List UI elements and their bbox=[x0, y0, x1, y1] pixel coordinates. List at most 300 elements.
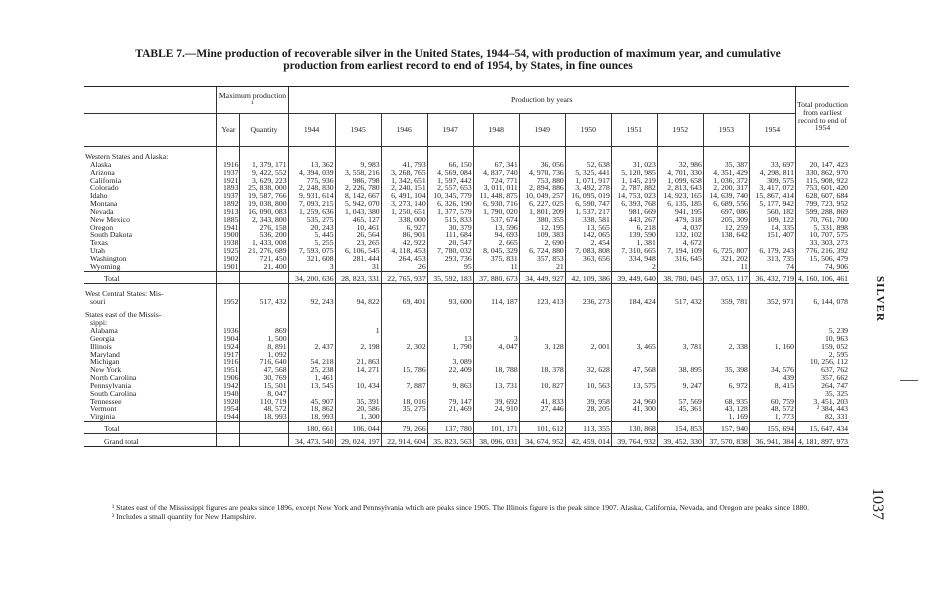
value-1954: 36, 941, 384 bbox=[749, 434, 795, 447]
state-name: Nevada bbox=[90, 207, 114, 216]
header-production-by-years: Production by years bbox=[288, 87, 795, 114]
empty-cell bbox=[703, 290, 749, 298]
cumulative-total: 10, 707, 575 bbox=[795, 231, 849, 239]
value-1949 bbox=[519, 374, 565, 382]
value-1953: 68, 935 bbox=[703, 398, 749, 406]
max-quantity: 16, 090, 083 bbox=[240, 208, 288, 216]
value-1945: 28, 823, 331 bbox=[335, 271, 381, 283]
group-west-central bbox=[84, 290, 849, 298]
value-1954: 14, 335 bbox=[749, 224, 795, 232]
value-1946: 41, 793 bbox=[381, 161, 427, 169]
value-1951: 139, 590 bbox=[611, 231, 657, 239]
value-1950: 363, 656 bbox=[565, 255, 611, 263]
value-1953: 6, 689, 556 bbox=[703, 200, 749, 208]
value-1946: 338, 000 bbox=[381, 216, 427, 224]
value-1951: 31, 023 bbox=[611, 161, 657, 169]
value-1945: 26, 564 bbox=[335, 231, 381, 239]
max-quantity: 276, 158 bbox=[240, 224, 288, 232]
empty-cell bbox=[565, 319, 611, 327]
empty-cell bbox=[381, 311, 427, 319]
state-row bbox=[84, 231, 849, 239]
value-1947: 93, 600 bbox=[427, 298, 473, 306]
value-1951: 6, 218 bbox=[611, 224, 657, 232]
value-1944 bbox=[288, 327, 335, 335]
value-1947 bbox=[427, 351, 473, 359]
state-row bbox=[84, 224, 849, 232]
state-name: Grand total bbox=[84, 434, 217, 447]
value-1951: 13, 575 bbox=[611, 382, 657, 390]
value-1945: 29, 024, 197 bbox=[335, 434, 381, 447]
state-row bbox=[84, 358, 849, 366]
value-1954: 36, 432, 719 bbox=[749, 271, 795, 283]
value-1953: 138, 642 bbox=[703, 231, 749, 239]
value-1944: 4, 394, 039 bbox=[288, 169, 335, 177]
state-name: Total bbox=[84, 422, 217, 434]
value-1944: 3 bbox=[288, 263, 335, 271]
header-year-1944: 1944 bbox=[288, 114, 335, 147]
value-1944: 9, 931, 614 bbox=[288, 192, 335, 200]
value-1952: 7, 194, 109 bbox=[657, 247, 703, 255]
state-row bbox=[84, 192, 849, 200]
value-1952: 2, 813, 643 bbox=[657, 184, 703, 192]
state-row bbox=[84, 335, 849, 343]
value-1947 bbox=[427, 390, 473, 398]
value-1945: 1 bbox=[335, 327, 381, 335]
value-1946: 69, 401 bbox=[381, 298, 427, 306]
value-1952: 3, 781 bbox=[657, 343, 703, 351]
max-quantity: 21, 400 bbox=[240, 263, 288, 271]
value-1948: 24, 910 bbox=[473, 405, 519, 413]
header-year-1954: 1954 bbox=[749, 114, 795, 147]
footnotes bbox=[86, 503, 886, 521]
value-1951: 130, 868 bbox=[611, 422, 657, 434]
value-1944 bbox=[288, 390, 335, 398]
max-year: 1937 bbox=[217, 192, 240, 200]
value-1947: 4, 569, 084 bbox=[427, 169, 473, 177]
empty-cell bbox=[703, 311, 749, 319]
value-1949: 10, 827 bbox=[519, 382, 565, 390]
value-1954: 1, 160 bbox=[749, 343, 795, 351]
value-1953: 11 bbox=[703, 263, 749, 271]
value-1948 bbox=[473, 327, 519, 335]
value-1946: 3, 273, 140 bbox=[381, 200, 427, 208]
value-1951: 47, 568 bbox=[611, 366, 657, 374]
max-year: 1938 bbox=[217, 239, 240, 247]
group-label: sippi: bbox=[90, 319, 108, 328]
max-quantity: 2, 343, 800 bbox=[240, 216, 288, 224]
value-1949 bbox=[519, 358, 565, 366]
value-1947: 6, 326, 190 bbox=[427, 200, 473, 208]
value-1944: 34, 200, 636 bbox=[288, 271, 335, 283]
state-name: Alaska bbox=[90, 160, 112, 169]
value-1952 bbox=[657, 374, 703, 382]
value-1952: 6, 135, 185 bbox=[657, 200, 703, 208]
empty-cell bbox=[565, 311, 611, 319]
cumulative-total: 74, 906 bbox=[795, 263, 849, 271]
value-1953 bbox=[703, 327, 749, 335]
value-1948 bbox=[473, 351, 519, 359]
value-1953: 12, 259 bbox=[703, 224, 749, 232]
value-1948 bbox=[473, 413, 519, 421]
max-quantity: 48, 572 bbox=[240, 405, 288, 413]
value-1946 bbox=[381, 374, 427, 382]
group-east bbox=[84, 311, 849, 319]
value-1949: 6, 227, 025 bbox=[519, 200, 565, 208]
value-1946: 35, 275 bbox=[381, 405, 427, 413]
empty-cell bbox=[657, 319, 703, 327]
value-1946 bbox=[381, 335, 427, 343]
value-1945: 281, 444 bbox=[335, 255, 381, 263]
value-1950: 5, 325, 441 bbox=[565, 169, 611, 177]
silver-production-table bbox=[84, 86, 849, 447]
value-1948: 67, 341 bbox=[473, 161, 519, 169]
value-1949: 3, 128 bbox=[519, 343, 565, 351]
value-1948: 94, 693 bbox=[473, 231, 519, 239]
empty-cell bbox=[703, 153, 749, 161]
header-row-1 bbox=[84, 87, 849, 114]
value-1946: 26 bbox=[381, 263, 427, 271]
value-1952: 4, 037 bbox=[657, 224, 703, 232]
state-row bbox=[84, 208, 849, 216]
empty-cell bbox=[611, 319, 657, 327]
value-1951: 1, 381 bbox=[611, 239, 657, 247]
value-1948: 3, 011, 011 bbox=[473, 184, 519, 192]
max-year: 1917 bbox=[217, 351, 240, 359]
max-year bbox=[217, 422, 240, 434]
empty-cell bbox=[427, 153, 473, 161]
empty-cell bbox=[795, 153, 849, 161]
cumulative-total: 10, 963 bbox=[795, 335, 849, 343]
max-year: 1916 bbox=[217, 358, 240, 366]
table-body bbox=[84, 147, 849, 447]
value-1947: 293, 736 bbox=[427, 255, 473, 263]
value-1949 bbox=[519, 335, 565, 343]
cumulative-total: 3, 451, 203 bbox=[795, 398, 849, 406]
value-1947: 13 bbox=[427, 335, 473, 343]
header-year-1947: 1947 bbox=[427, 114, 473, 147]
max-quantity: 869 bbox=[240, 327, 288, 335]
empty-cell bbox=[519, 290, 565, 298]
value-1953 bbox=[703, 374, 749, 382]
max-quantity: 517, 432 bbox=[240, 298, 288, 306]
value-1950 bbox=[565, 351, 611, 359]
value-1947: 21, 469 bbox=[427, 405, 473, 413]
cumulative-total: 70, 761, 700 bbox=[795, 216, 849, 224]
value-1951 bbox=[611, 351, 657, 359]
value-1950: 52, 638 bbox=[565, 161, 611, 169]
value-1947: 1, 790 bbox=[427, 343, 473, 351]
value-1951: 184, 424 bbox=[611, 298, 657, 306]
max-quantity bbox=[240, 434, 288, 447]
value-1953 bbox=[703, 335, 749, 343]
value-1946 bbox=[381, 351, 427, 359]
empty-cell bbox=[427, 290, 473, 298]
footnote-1: ¹ States east of the Mississippi figures are peaks since 1896, except New York and Pennsylvania which are peaks since 1905. The Illinois figure is the peak since 1907. Alaska, California, Nevada, and Oregon are peaks since 1880. bbox=[112, 503, 809, 512]
value-1950: 28, 205 bbox=[565, 405, 611, 413]
value-1947: 111, 684 bbox=[427, 231, 473, 239]
value-1952: 39, 452, 330 bbox=[657, 434, 703, 447]
value-1948: 6, 930, 716 bbox=[473, 200, 519, 208]
value-1947: 515, 833 bbox=[427, 216, 473, 224]
value-1946 bbox=[381, 413, 427, 421]
value-1954: 151, 407 bbox=[749, 231, 795, 239]
state-name: Pennsylvania bbox=[90, 381, 131, 390]
value-1947: 22, 409 bbox=[427, 366, 473, 374]
value-1954: 6, 179, 243 bbox=[749, 247, 795, 255]
value-1945: 5, 942, 070 bbox=[335, 200, 381, 208]
value-1944: 25, 238 bbox=[288, 366, 335, 374]
group-western bbox=[84, 153, 849, 161]
value-1954: 1, 773 bbox=[749, 413, 795, 421]
state-name: Tennessee bbox=[90, 397, 122, 406]
state-row bbox=[84, 382, 849, 390]
value-1949 bbox=[519, 327, 565, 335]
max-quantity: 716, 640 bbox=[240, 358, 288, 366]
max-year: 1916 bbox=[217, 161, 240, 169]
value-1954: 8, 415 bbox=[749, 382, 795, 390]
value-1954 bbox=[749, 351, 795, 359]
value-1951: 981, 669 bbox=[611, 208, 657, 216]
max-year: 1954 bbox=[217, 405, 240, 413]
value-1951: 5, 120, 985 bbox=[611, 169, 657, 177]
value-1947: 20, 547 bbox=[427, 239, 473, 247]
value-1944: 1, 461 bbox=[288, 374, 335, 382]
value-1951 bbox=[611, 327, 657, 335]
value-1946: 1, 342, 651 bbox=[381, 177, 427, 185]
value-1950: 1, 071, 917 bbox=[565, 177, 611, 185]
empty-cell bbox=[217, 290, 240, 298]
value-1944: 45, 907 bbox=[288, 398, 335, 406]
empty-cell bbox=[749, 290, 795, 298]
value-1953: 205, 309 bbox=[703, 216, 749, 224]
value-1948: 38, 096, 031 bbox=[473, 434, 519, 447]
value-1944: 13, 362 bbox=[288, 161, 335, 169]
empty-cell bbox=[427, 319, 473, 327]
state-name: South Carolina bbox=[90, 389, 137, 398]
value-1944 bbox=[288, 335, 335, 343]
max-quantity: 110, 719 bbox=[240, 398, 288, 406]
value-1952: 4, 672 bbox=[657, 239, 703, 247]
max-year: 1925 bbox=[217, 247, 240, 255]
max-year: 1952 bbox=[217, 298, 240, 306]
value-1945: 6, 106, 545 bbox=[335, 247, 381, 255]
value-1949: 27, 446 bbox=[519, 405, 565, 413]
value-1946: 2, 302 bbox=[381, 343, 427, 351]
max-year: 1900 bbox=[217, 231, 240, 239]
value-1945 bbox=[335, 390, 381, 398]
max-quantity bbox=[240, 271, 288, 283]
cumulative-total: ² 384, 443 bbox=[795, 405, 849, 413]
value-1952: 57, 569 bbox=[657, 398, 703, 406]
state-name: Total bbox=[84, 271, 217, 283]
max-quantity: 1, 433, 008 bbox=[240, 239, 288, 247]
edge-mark bbox=[900, 380, 918, 381]
value-1944: 775, 936 bbox=[288, 177, 335, 185]
value-1947 bbox=[427, 374, 473, 382]
value-1954: 4, 298, 811 bbox=[749, 169, 795, 177]
value-1950 bbox=[565, 263, 611, 271]
empty-cell bbox=[288, 153, 335, 161]
cumulative-total: 4, 160, 106, 461 bbox=[795, 271, 849, 283]
value-1951: 39, 449, 640 bbox=[611, 271, 657, 283]
max-quantity: 18, 993 bbox=[240, 413, 288, 421]
cumulative-total: 4, 181, 897, 973 bbox=[795, 434, 849, 447]
max-quantity: 19, 587, 766 bbox=[240, 192, 288, 200]
value-1952: 32, 986 bbox=[657, 161, 703, 169]
value-1944: 18, 993 bbox=[288, 413, 335, 421]
state-name: South Dakota bbox=[90, 231, 133, 240]
max-quantity: 1, 092 bbox=[240, 351, 288, 359]
cumulative-total: 159, 052 bbox=[795, 343, 849, 351]
value-1944: 18, 862 bbox=[288, 405, 335, 413]
value-1952: 38, 780, 045 bbox=[657, 271, 703, 283]
value-1954: 15, 867, 414 bbox=[749, 192, 795, 200]
empty-cell bbox=[335, 319, 381, 327]
empty-cell bbox=[519, 311, 565, 319]
state-name: Utah bbox=[90, 247, 105, 255]
value-1954: 155, 694 bbox=[749, 422, 795, 434]
value-1953 bbox=[703, 239, 749, 247]
max-year: 1913 bbox=[217, 208, 240, 216]
value-1953: 1, 036, 372 bbox=[703, 177, 749, 185]
empty-cell bbox=[565, 290, 611, 298]
empty-cell bbox=[473, 153, 519, 161]
empty-cell bbox=[795, 311, 849, 319]
state-name: Michigan bbox=[90, 358, 120, 367]
value-1945: 20, 586 bbox=[335, 405, 381, 413]
value-1954: 60, 759 bbox=[749, 398, 795, 406]
value-1946 bbox=[381, 327, 427, 335]
value-1946: 3, 268, 765 bbox=[381, 169, 427, 177]
empty-cell bbox=[427, 311, 473, 319]
value-1944: 321, 608 bbox=[288, 255, 335, 263]
value-1944: 20, 243 bbox=[288, 224, 335, 232]
value-1944: 535, 275 bbox=[288, 216, 335, 224]
value-1952: 316, 645 bbox=[657, 255, 703, 263]
value-1949: 10, 049, 257 bbox=[519, 192, 565, 200]
value-1948: 13, 596 bbox=[473, 224, 519, 232]
state-row bbox=[84, 255, 849, 263]
max-quantity: 1, 379, 171 bbox=[240, 161, 288, 169]
value-1949: 18, 378 bbox=[519, 366, 565, 374]
group-label: Western States and Alaska: bbox=[85, 153, 169, 161]
value-1949 bbox=[519, 390, 565, 398]
value-1947 bbox=[427, 413, 473, 421]
value-1954 bbox=[749, 358, 795, 366]
value-1949: 4, 970, 736 bbox=[519, 169, 565, 177]
value-1951: 24, 960 bbox=[611, 398, 657, 406]
value-1946: 18, 016 bbox=[381, 398, 427, 406]
empty-cell bbox=[657, 290, 703, 298]
value-1950 bbox=[565, 358, 611, 366]
value-1947: 3, 089 bbox=[427, 358, 473, 366]
state-name: Idaho bbox=[90, 192, 108, 201]
empty-cell bbox=[381, 319, 427, 327]
state-row bbox=[84, 398, 849, 406]
value-1950 bbox=[565, 327, 611, 335]
max-year: 1921 bbox=[217, 177, 240, 185]
empty-cell bbox=[217, 311, 240, 319]
state-row bbox=[84, 184, 849, 192]
value-1949 bbox=[519, 413, 565, 421]
empty-cell bbox=[381, 290, 427, 298]
value-1946: 22, 914, 604 bbox=[381, 434, 427, 447]
value-1947 bbox=[427, 327, 473, 335]
value-1945 bbox=[335, 335, 381, 343]
empty-cell bbox=[703, 319, 749, 327]
cumulative-total: 33, 303, 273 bbox=[795, 239, 849, 247]
value-1953: 2, 338 bbox=[703, 343, 749, 351]
value-1948: 101, 171 bbox=[473, 422, 519, 434]
value-1949 bbox=[519, 351, 565, 359]
value-1944: 7, 593, 075 bbox=[288, 247, 335, 255]
value-1952: 132, 102 bbox=[657, 231, 703, 239]
value-1954: 34, 576 bbox=[749, 366, 795, 374]
empty-cell bbox=[611, 153, 657, 161]
value-1950: 7, 083, 808 bbox=[565, 247, 611, 255]
value-1949: 101, 612 bbox=[519, 422, 565, 434]
header-year-1949: 1949 bbox=[519, 114, 565, 147]
value-1951 bbox=[611, 390, 657, 398]
value-1946 bbox=[381, 358, 427, 366]
value-1945: 2, 198 bbox=[335, 343, 381, 351]
value-1946: 2, 240, 151 bbox=[381, 184, 427, 192]
value-1948: 8, 045, 329 bbox=[473, 247, 519, 255]
value-1944: 2, 248, 830 bbox=[288, 184, 335, 192]
cumulative-total: 776, 216, 392 bbox=[795, 247, 849, 255]
empty-cell bbox=[217, 319, 240, 327]
value-1950: 39, 958 bbox=[565, 398, 611, 406]
header-quantity: Quantity bbox=[240, 114, 288, 147]
value-1945: 1, 043, 380 bbox=[335, 208, 381, 216]
empty-cell bbox=[288, 311, 335, 319]
value-1952 bbox=[657, 335, 703, 343]
header-total-production: Total production from earliest record to end of 1954 bbox=[795, 87, 849, 147]
state-row bbox=[84, 263, 849, 271]
value-1946: 4, 118, 453 bbox=[381, 247, 427, 255]
value-1953: 37, 570, 838 bbox=[703, 434, 749, 447]
cumulative-total: 15, 647, 434 bbox=[795, 422, 849, 434]
value-1951: 7, 310, 665 bbox=[611, 247, 657, 255]
value-1950: 1, 537, 217 bbox=[565, 208, 611, 216]
empty-cell bbox=[519, 153, 565, 161]
header-row-2 bbox=[84, 114, 849, 147]
value-1954: 439 bbox=[749, 374, 795, 382]
value-1952 bbox=[657, 327, 703, 335]
value-1945 bbox=[335, 351, 381, 359]
value-1950: 42, 459, 014 bbox=[565, 434, 611, 447]
value-1948: 39, 692 bbox=[473, 398, 519, 406]
value-1952: 4, 701, 330 bbox=[657, 169, 703, 177]
value-1948 bbox=[473, 390, 519, 398]
value-1953: 2, 200, 317 bbox=[703, 184, 749, 192]
max-year: 1906 bbox=[217, 374, 240, 382]
value-1950: 16, 095, 019 bbox=[565, 192, 611, 200]
cumulative-total: 10, 256, 112 bbox=[795, 358, 849, 366]
value-1954: 309, 575 bbox=[749, 177, 795, 185]
empty-cell bbox=[335, 311, 381, 319]
title-line-1: TABLE 7.—Mine production of recoverable silver in the United States, 1944–54, with production of maximum year, and cumulative bbox=[135, 48, 781, 60]
cumulative-total: 82, 331 bbox=[795, 413, 849, 421]
value-1947: 1, 377, 579 bbox=[427, 208, 473, 216]
value-1949: 21 bbox=[519, 263, 565, 271]
value-1953: 359, 781 bbox=[703, 298, 749, 306]
state-name: Wyoming bbox=[90, 262, 121, 271]
value-1945: 21, 863 bbox=[335, 358, 381, 366]
value-1949: 34, 449, 927 bbox=[519, 271, 565, 283]
empty-cell bbox=[381, 153, 427, 161]
value-1953 bbox=[703, 351, 749, 359]
